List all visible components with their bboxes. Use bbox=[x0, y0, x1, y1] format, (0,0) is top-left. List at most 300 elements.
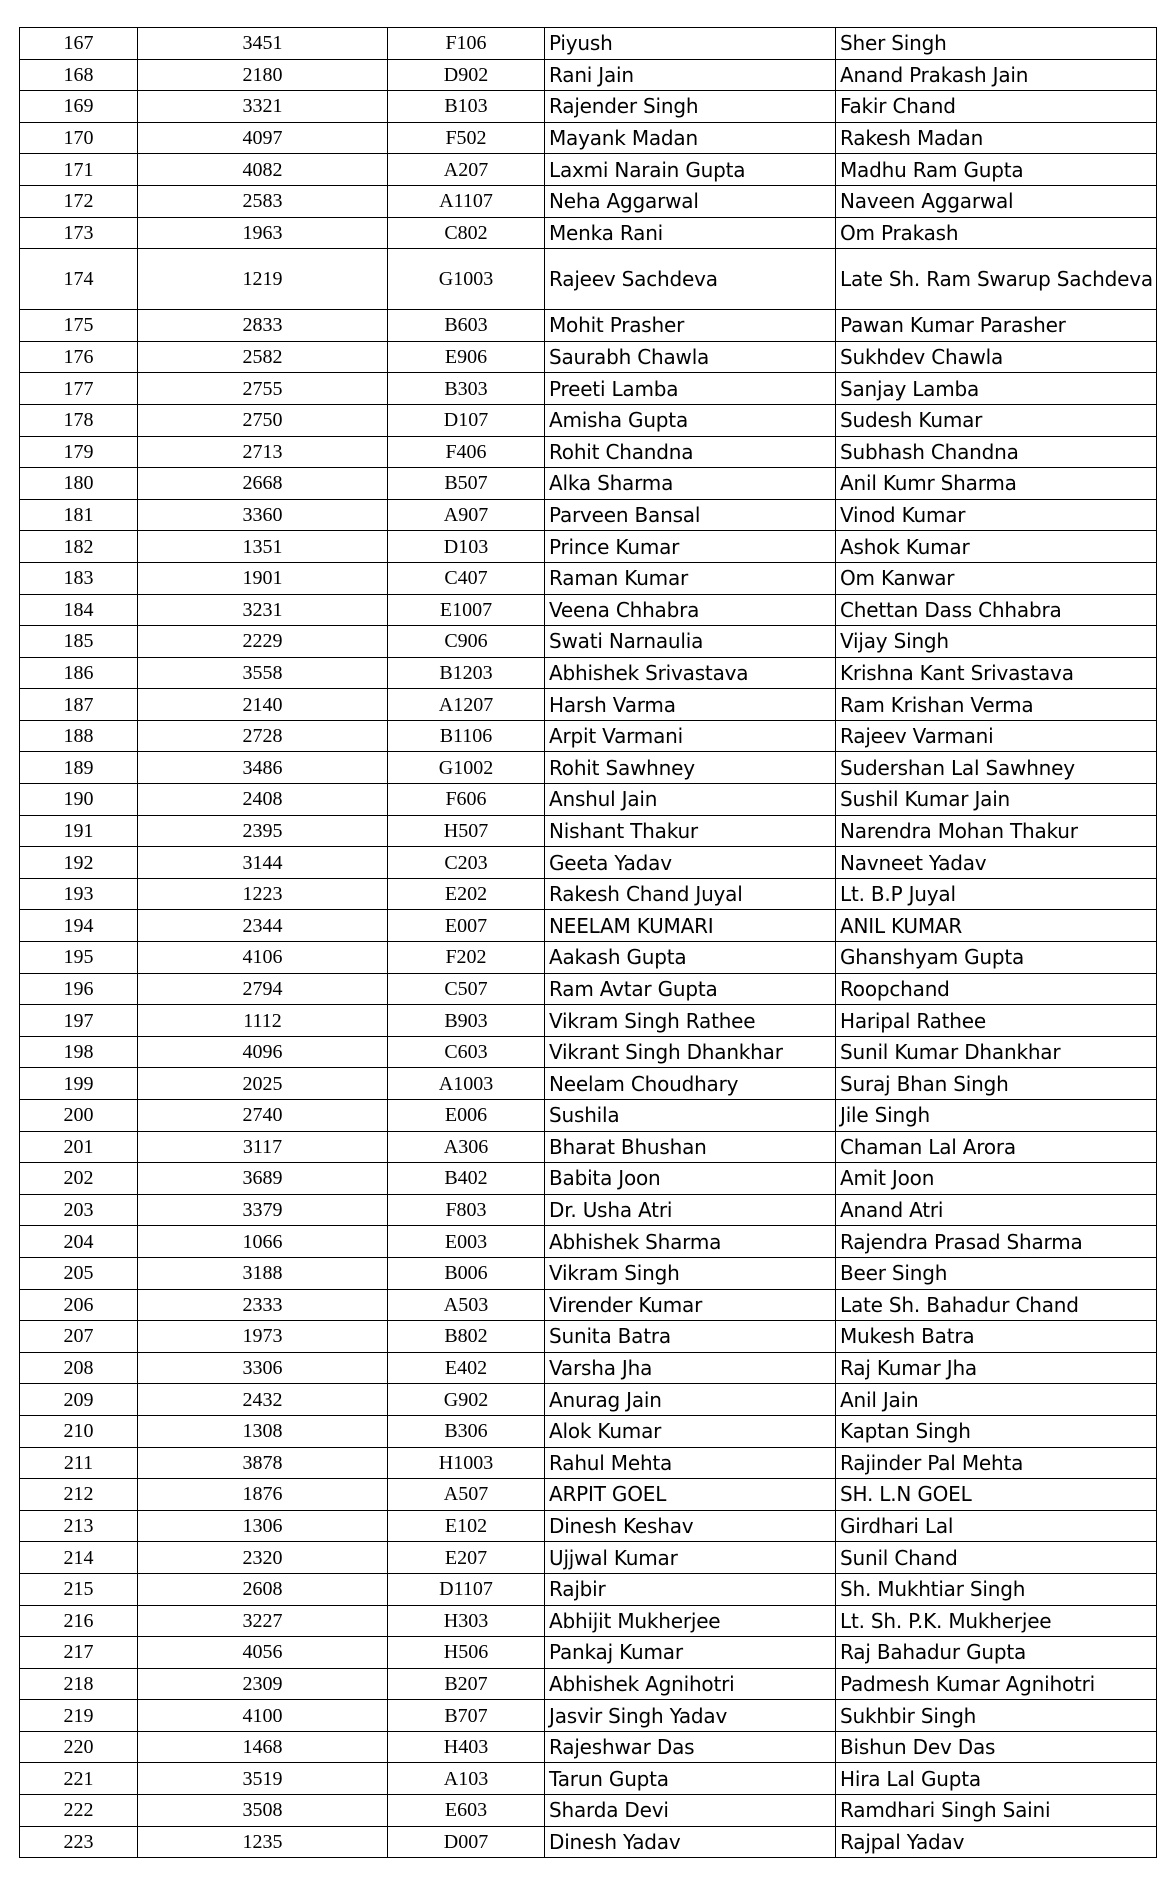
table-row bbox=[20, 531, 1157, 563]
member-name-cell: Ujjwal Kumar bbox=[545, 1542, 836, 1574]
flat-number-cell: A507 bbox=[388, 1479, 545, 1511]
member-name-cell: Neelam Choudhary bbox=[545, 1068, 836, 1100]
relation-name-cell: Anand Prakash Jain bbox=[836, 59, 1157, 91]
member-id-cell: 2583 bbox=[138, 185, 388, 217]
relation-name-cell: Navneet Yadav bbox=[836, 847, 1157, 879]
member-name-cell: Mayank Madan bbox=[545, 122, 836, 154]
member-id-cell: 1223 bbox=[138, 878, 388, 910]
flat-number-cell: A306 bbox=[388, 1131, 545, 1163]
member-name-cell: Swati Narnaulia bbox=[545, 626, 836, 658]
serial-number-cell: 171 bbox=[20, 154, 138, 186]
relation-name-cell: Rakesh Madan bbox=[836, 122, 1157, 154]
member-id-cell: 2309 bbox=[138, 1668, 388, 1700]
flat-number-cell: D107 bbox=[388, 404, 545, 436]
member-id-cell: 3508 bbox=[138, 1795, 388, 1827]
member-name-cell: Vikram Singh Rathee bbox=[545, 1005, 836, 1037]
serial-number-cell: 183 bbox=[20, 562, 138, 594]
member-id-cell: 4097 bbox=[138, 122, 388, 154]
member-name-cell: Rohit Sawhney bbox=[545, 752, 836, 784]
member-name-cell: Dr. Usha Atri bbox=[545, 1194, 836, 1226]
table-row bbox=[20, 1479, 1157, 1511]
relation-name-cell: Hira Lal Gupta bbox=[836, 1763, 1157, 1795]
member-id-cell: 3486 bbox=[138, 752, 388, 784]
serial-number-cell: 192 bbox=[20, 847, 138, 879]
serial-number-cell: 189 bbox=[20, 752, 138, 784]
table-row bbox=[20, 28, 1157, 60]
flat-number-cell: E003 bbox=[388, 1226, 545, 1258]
relation-name-cell: Sudershan Lal Sawhney bbox=[836, 752, 1157, 784]
table-row bbox=[20, 1731, 1157, 1763]
serial-number-cell: 217 bbox=[20, 1637, 138, 1669]
flat-number-cell: D103 bbox=[388, 531, 545, 563]
member-name-cell: Varsha Jha bbox=[545, 1352, 836, 1384]
relation-name-cell: Sh. Mukhtiar Singh bbox=[836, 1573, 1157, 1605]
relation-name-cell: Chettan Dass Chhabra bbox=[836, 594, 1157, 626]
table-row bbox=[20, 594, 1157, 626]
table-row bbox=[20, 499, 1157, 531]
member-id-cell: 1973 bbox=[138, 1321, 388, 1353]
relation-name-cell: ANIL KUMAR bbox=[836, 910, 1157, 942]
flat-number-cell: G1002 bbox=[388, 752, 545, 784]
flat-number-cell: C603 bbox=[388, 1036, 545, 1068]
member-id-cell: 3689 bbox=[138, 1163, 388, 1195]
relation-name-cell: Pawan Kumar Parasher bbox=[836, 310, 1157, 342]
member-id-cell: 2833 bbox=[138, 310, 388, 342]
member-name-cell: Tarun Gupta bbox=[545, 1763, 836, 1795]
table-row bbox=[20, 910, 1157, 942]
member-name-cell: Dinesh Yadav bbox=[545, 1826, 836, 1858]
member-id-cell: 1112 bbox=[138, 1005, 388, 1037]
relation-name-cell: Girdhari Lal bbox=[836, 1510, 1157, 1542]
flat-number-cell: G902 bbox=[388, 1384, 545, 1416]
serial-number-cell: 185 bbox=[20, 626, 138, 658]
table-row bbox=[20, 1036, 1157, 1068]
table-row bbox=[20, 626, 1157, 658]
member-name-cell: Vikram Singh bbox=[545, 1257, 836, 1289]
member-id-cell: 2608 bbox=[138, 1573, 388, 1605]
table-row bbox=[20, 185, 1157, 217]
serial-number-cell: 203 bbox=[20, 1194, 138, 1226]
member-name-cell: ARPIT GOEL bbox=[545, 1479, 836, 1511]
relation-name-cell: Sunil Kumar Dhankhar bbox=[836, 1036, 1157, 1068]
member-name-cell: Abhishek Sharma bbox=[545, 1226, 836, 1258]
member-id-cell: 3878 bbox=[138, 1447, 388, 1479]
member-name-cell: Babita Joon bbox=[545, 1163, 836, 1195]
relation-name-cell: Raj Kumar Jha bbox=[836, 1352, 1157, 1384]
member-id-cell: 2025 bbox=[138, 1068, 388, 1100]
flat-number-cell: E007 bbox=[388, 910, 545, 942]
member-id-cell: 1066 bbox=[138, 1226, 388, 1258]
relation-name-cell: Madhu Ram Gupta bbox=[836, 154, 1157, 186]
relation-name-cell: Sanjay Lamba bbox=[836, 373, 1157, 405]
relation-name-cell: Ashok Kumar bbox=[836, 531, 1157, 563]
flat-number-cell: B707 bbox=[388, 1700, 545, 1732]
member-id-cell: 2333 bbox=[138, 1289, 388, 1321]
relation-name-cell: Sher Singh bbox=[836, 28, 1157, 60]
member-name-cell: Rani Jain bbox=[545, 59, 836, 91]
serial-number-cell: 209 bbox=[20, 1384, 138, 1416]
table-row bbox=[20, 689, 1157, 721]
table-row bbox=[20, 1447, 1157, 1479]
flat-number-cell: B603 bbox=[388, 310, 545, 342]
member-id-cell: 2395 bbox=[138, 815, 388, 847]
serial-number-cell: 187 bbox=[20, 689, 138, 721]
flat-number-cell: C802 bbox=[388, 217, 545, 249]
flat-number-cell: B303 bbox=[388, 373, 545, 405]
member-name-cell: Jasvir Singh Yadav bbox=[545, 1700, 836, 1732]
table-row bbox=[20, 91, 1157, 123]
serial-number-cell: 215 bbox=[20, 1573, 138, 1605]
flat-number-cell: E102 bbox=[388, 1510, 545, 1542]
relation-name-cell: Anil Jain bbox=[836, 1384, 1157, 1416]
flat-number-cell: D902 bbox=[388, 59, 545, 91]
table-row bbox=[20, 562, 1157, 594]
serial-number-cell: 202 bbox=[20, 1163, 138, 1195]
serial-number-cell: 176 bbox=[20, 341, 138, 373]
member-id-cell: 1235 bbox=[138, 1826, 388, 1858]
table-row bbox=[20, 1510, 1157, 1542]
flat-number-cell: E207 bbox=[388, 1542, 545, 1574]
relation-name-cell: Anil Kumr Sharma bbox=[836, 468, 1157, 500]
serial-number-cell: 201 bbox=[20, 1131, 138, 1163]
member-id-cell: 3379 bbox=[138, 1194, 388, 1226]
member-name-cell: Preeti Lamba bbox=[545, 373, 836, 405]
flat-number-cell: B006 bbox=[388, 1257, 545, 1289]
relation-name-cell: SH. L.N GOEL bbox=[836, 1479, 1157, 1511]
serial-number-cell: 191 bbox=[20, 815, 138, 847]
member-name-cell: Abhishek Agnihotri bbox=[545, 1668, 836, 1700]
flat-number-cell: A907 bbox=[388, 499, 545, 531]
serial-number-cell: 186 bbox=[20, 657, 138, 689]
member-name-cell: Nishant Thakur bbox=[545, 815, 836, 847]
member-name-cell: Amisha Gupta bbox=[545, 404, 836, 436]
relation-name-cell: Lt. B.P Juyal bbox=[836, 878, 1157, 910]
serial-number-cell: 177 bbox=[20, 373, 138, 405]
member-name-cell: Abhijit Mukherjee bbox=[545, 1605, 836, 1637]
table-row bbox=[20, 1289, 1157, 1321]
relation-name-cell: Krishna Kant Srivastava bbox=[836, 657, 1157, 689]
flat-number-cell: F406 bbox=[388, 436, 545, 468]
serial-number-cell: 219 bbox=[20, 1700, 138, 1732]
member-id-cell: 4082 bbox=[138, 154, 388, 186]
relation-name-cell: Beer Singh bbox=[836, 1257, 1157, 1289]
member-id-cell: 2344 bbox=[138, 910, 388, 942]
serial-number-cell: 196 bbox=[20, 973, 138, 1005]
serial-number-cell: 218 bbox=[20, 1668, 138, 1700]
relation-name-cell: Mukesh Batra bbox=[836, 1321, 1157, 1353]
relation-name-cell: Ramdhari Singh Saini bbox=[836, 1795, 1157, 1827]
table-row bbox=[20, 657, 1157, 689]
table-row bbox=[20, 154, 1157, 186]
serial-number-cell: 210 bbox=[20, 1415, 138, 1447]
relation-name-cell: Rajinder Pal Mehta bbox=[836, 1447, 1157, 1479]
table-row bbox=[20, 1573, 1157, 1605]
table-row bbox=[20, 1131, 1157, 1163]
table-row bbox=[20, 1384, 1157, 1416]
member-id-cell: 2713 bbox=[138, 436, 388, 468]
table-row bbox=[20, 1542, 1157, 1574]
relation-name-cell: Padmesh Kumar Agnihotri bbox=[836, 1668, 1157, 1700]
serial-number-cell: 178 bbox=[20, 404, 138, 436]
flat-number-cell: F502 bbox=[388, 122, 545, 154]
member-name-cell: Rohit Chandna bbox=[545, 436, 836, 468]
flat-number-cell: B207 bbox=[388, 1668, 545, 1700]
flat-number-cell: E402 bbox=[388, 1352, 545, 1384]
serial-number-cell: 208 bbox=[20, 1352, 138, 1384]
relation-name-cell: Kaptan Singh bbox=[836, 1415, 1157, 1447]
flat-number-cell: E906 bbox=[388, 341, 545, 373]
member-id-cell: 4096 bbox=[138, 1036, 388, 1068]
flat-number-cell: B802 bbox=[388, 1321, 545, 1353]
member-id-cell: 2750 bbox=[138, 404, 388, 436]
member-name-cell: Mohit Prasher bbox=[545, 310, 836, 342]
member-table bbox=[19, 27, 1157, 1858]
member-id-cell: 2229 bbox=[138, 626, 388, 658]
flat-number-cell: C407 bbox=[388, 562, 545, 594]
serial-number-cell: 212 bbox=[20, 1479, 138, 1511]
table-row bbox=[20, 1163, 1157, 1195]
member-name-cell: Neha Aggarwal bbox=[545, 185, 836, 217]
member-name-cell: Aakash Gupta bbox=[545, 942, 836, 974]
serial-number-cell: 197 bbox=[20, 1005, 138, 1037]
table-row bbox=[20, 847, 1157, 879]
flat-number-cell: B402 bbox=[388, 1163, 545, 1195]
serial-number-cell: 172 bbox=[20, 185, 138, 217]
flat-number-cell: H1003 bbox=[388, 1447, 545, 1479]
flat-number-cell: E603 bbox=[388, 1795, 545, 1827]
table-row bbox=[20, 878, 1157, 910]
flat-number-cell: A103 bbox=[388, 1763, 545, 1795]
member-id-cell: 3321 bbox=[138, 91, 388, 123]
table-row bbox=[20, 720, 1157, 752]
serial-number-cell: 175 bbox=[20, 310, 138, 342]
member-id-cell: 3144 bbox=[138, 847, 388, 879]
table-row bbox=[20, 249, 1157, 310]
member-name-cell: Rajeev Sachdeva bbox=[545, 249, 836, 310]
serial-number-cell: 222 bbox=[20, 1795, 138, 1827]
relation-name-cell: Lt. Sh. P.K. Mukherjee bbox=[836, 1605, 1157, 1637]
relation-name-cell: Sunil Chand bbox=[836, 1542, 1157, 1574]
member-name-cell: Ram Avtar Gupta bbox=[545, 973, 836, 1005]
relation-name-cell: Amit Joon bbox=[836, 1163, 1157, 1195]
member-name-cell: Alok Kumar bbox=[545, 1415, 836, 1447]
serial-number-cell: 181 bbox=[20, 499, 138, 531]
relation-name-cell: Haripal Rathee bbox=[836, 1005, 1157, 1037]
member-id-cell: 4106 bbox=[138, 942, 388, 974]
flat-number-cell: A1107 bbox=[388, 185, 545, 217]
member-id-cell: 1306 bbox=[138, 1510, 388, 1542]
table-row bbox=[20, 404, 1157, 436]
table-row bbox=[20, 1605, 1157, 1637]
table-row bbox=[20, 1826, 1157, 1858]
flat-number-cell: B1203 bbox=[388, 657, 545, 689]
serial-number-cell: 180 bbox=[20, 468, 138, 500]
relation-name-cell: Sukhdev Chawla bbox=[836, 341, 1157, 373]
flat-number-cell: B306 bbox=[388, 1415, 545, 1447]
member-id-cell: 2408 bbox=[138, 784, 388, 816]
serial-number-cell: 207 bbox=[20, 1321, 138, 1353]
relation-name-cell: Late Sh. Bahadur Chand bbox=[836, 1289, 1157, 1321]
flat-number-cell: F202 bbox=[388, 942, 545, 974]
member-name-cell: Parveen Bansal bbox=[545, 499, 836, 531]
member-id-cell: 1901 bbox=[138, 562, 388, 594]
table-row bbox=[20, 784, 1157, 816]
relation-name-cell: Vijay Singh bbox=[836, 626, 1157, 658]
member-id-cell: 2728 bbox=[138, 720, 388, 752]
relation-name-cell: Suraj Bhan Singh bbox=[836, 1068, 1157, 1100]
member-id-cell: 2668 bbox=[138, 468, 388, 500]
relation-name-cell: Anand Atri bbox=[836, 1194, 1157, 1226]
member-id-cell: 1351 bbox=[138, 531, 388, 563]
member-id-cell: 2794 bbox=[138, 973, 388, 1005]
member-id-cell: 3306 bbox=[138, 1352, 388, 1384]
member-name-cell: Menka Rani bbox=[545, 217, 836, 249]
serial-number-cell: 174 bbox=[20, 249, 138, 310]
serial-number-cell: 223 bbox=[20, 1826, 138, 1858]
relation-name-cell: Fakir Chand bbox=[836, 91, 1157, 123]
relation-name-cell: Jile Singh bbox=[836, 1100, 1157, 1132]
member-name-cell: Rajender Singh bbox=[545, 91, 836, 123]
relation-name-cell: Bishun Dev Das bbox=[836, 1731, 1157, 1763]
table-row bbox=[20, 973, 1157, 1005]
serial-number-cell: 182 bbox=[20, 531, 138, 563]
serial-number-cell: 194 bbox=[20, 910, 138, 942]
flat-number-cell: B507 bbox=[388, 468, 545, 500]
flat-number-cell: C906 bbox=[388, 626, 545, 658]
relation-name-cell: Chaman Lal Arora bbox=[836, 1131, 1157, 1163]
member-name-cell: Rahul Mehta bbox=[545, 1447, 836, 1479]
serial-number-cell: 204 bbox=[20, 1226, 138, 1258]
relation-name-cell: Rajendra Prasad Sharma bbox=[836, 1226, 1157, 1258]
flat-number-cell: F606 bbox=[388, 784, 545, 816]
member-name-cell: Anurag Jain bbox=[545, 1384, 836, 1416]
serial-number-cell: 167 bbox=[20, 28, 138, 60]
member-name-cell: Rajbir bbox=[545, 1573, 836, 1605]
member-id-cell: 1219 bbox=[138, 249, 388, 310]
member-id-cell: 3227 bbox=[138, 1605, 388, 1637]
member-id-cell: 2140 bbox=[138, 689, 388, 721]
member-name-cell: Geeta Yadav bbox=[545, 847, 836, 879]
member-name-cell: Sharda Devi bbox=[545, 1795, 836, 1827]
member-id-cell: 2432 bbox=[138, 1384, 388, 1416]
table-row bbox=[20, 373, 1157, 405]
table-row bbox=[20, 1763, 1157, 1795]
table-row bbox=[20, 1005, 1157, 1037]
relation-name-cell: Om Kanwar bbox=[836, 562, 1157, 594]
flat-number-cell: H303 bbox=[388, 1605, 545, 1637]
member-id-cell: 4056 bbox=[138, 1637, 388, 1669]
member-name-cell: Sushila bbox=[545, 1100, 836, 1132]
member-name-cell: Veena Chhabra bbox=[545, 594, 836, 626]
table-row bbox=[20, 1668, 1157, 1700]
flat-number-cell: D007 bbox=[388, 1826, 545, 1858]
relation-name-cell: Om Prakash bbox=[836, 217, 1157, 249]
member-name-cell: Raman Kumar bbox=[545, 562, 836, 594]
serial-number-cell: 200 bbox=[20, 1100, 138, 1132]
member-id-cell: 1963 bbox=[138, 217, 388, 249]
serial-number-cell: 168 bbox=[20, 59, 138, 91]
member-name-cell: Abhishek Srivastava bbox=[545, 657, 836, 689]
table-row bbox=[20, 122, 1157, 154]
member-name-cell: Arpit Varmani bbox=[545, 720, 836, 752]
table-row bbox=[20, 1415, 1157, 1447]
table-row bbox=[20, 310, 1157, 342]
member-name-cell: Anshul Jain bbox=[545, 784, 836, 816]
table-row bbox=[20, 436, 1157, 468]
table-row bbox=[20, 1226, 1157, 1258]
table-row bbox=[20, 1321, 1157, 1353]
flat-number-cell: A207 bbox=[388, 154, 545, 186]
serial-number-cell: 216 bbox=[20, 1605, 138, 1637]
serial-number-cell: 214 bbox=[20, 1542, 138, 1574]
table-row bbox=[20, 59, 1157, 91]
serial-number-cell: 170 bbox=[20, 122, 138, 154]
flat-number-cell: A503 bbox=[388, 1289, 545, 1321]
serial-number-cell: 221 bbox=[20, 1763, 138, 1795]
member-id-cell: 3117 bbox=[138, 1131, 388, 1163]
serial-number-cell: 220 bbox=[20, 1731, 138, 1763]
member-name-cell: Dinesh Keshav bbox=[545, 1510, 836, 1542]
member-name-cell: Rakesh Chand Juyal bbox=[545, 878, 836, 910]
serial-number-cell: 206 bbox=[20, 1289, 138, 1321]
table-row bbox=[20, 815, 1157, 847]
serial-number-cell: 195 bbox=[20, 942, 138, 974]
table-row bbox=[20, 468, 1157, 500]
flat-number-cell: F803 bbox=[388, 1194, 545, 1226]
member-id-cell: 3231 bbox=[138, 594, 388, 626]
member-name-cell: Laxmi Narain Gupta bbox=[545, 154, 836, 186]
relation-name-cell: Late Sh. Ram Swarup Sachdeva bbox=[836, 249, 1157, 310]
table-row bbox=[20, 752, 1157, 784]
member-id-cell: 3360 bbox=[138, 499, 388, 531]
serial-number-cell: 190 bbox=[20, 784, 138, 816]
serial-number-cell: 193 bbox=[20, 878, 138, 910]
table-row bbox=[20, 1068, 1157, 1100]
relation-name-cell: Sushil Kumar Jain bbox=[836, 784, 1157, 816]
serial-number-cell: 198 bbox=[20, 1036, 138, 1068]
relation-name-cell: Rajpal Yadav bbox=[836, 1826, 1157, 1858]
member-name-cell: Pankaj Kumar bbox=[545, 1637, 836, 1669]
member-id-cell: 3519 bbox=[138, 1763, 388, 1795]
member-name-cell: Saurabh Chawla bbox=[545, 341, 836, 373]
flat-number-cell: G1003 bbox=[388, 249, 545, 310]
relation-name-cell: Roopchand bbox=[836, 973, 1157, 1005]
flat-number-cell: F106 bbox=[388, 28, 545, 60]
member-name-cell: Sunita Batra bbox=[545, 1321, 836, 1353]
relation-name-cell: Sukhbir Singh bbox=[836, 1700, 1157, 1732]
relation-name-cell: Naveen Aggarwal bbox=[836, 185, 1157, 217]
member-name-cell: Harsh Varma bbox=[545, 689, 836, 721]
relation-name-cell: Subhash Chandna bbox=[836, 436, 1157, 468]
table-row bbox=[20, 217, 1157, 249]
member-id-cell: 2320 bbox=[138, 1542, 388, 1574]
table-row bbox=[20, 1100, 1157, 1132]
member-id-cell: 1468 bbox=[138, 1731, 388, 1763]
serial-number-cell: 173 bbox=[20, 217, 138, 249]
relation-name-cell: Vinod Kumar bbox=[836, 499, 1157, 531]
flat-number-cell: E006 bbox=[388, 1100, 545, 1132]
serial-number-cell: 188 bbox=[20, 720, 138, 752]
member-name-cell: Bharat Bhushan bbox=[545, 1131, 836, 1163]
member-id-cell: 2755 bbox=[138, 373, 388, 405]
serial-number-cell: 205 bbox=[20, 1257, 138, 1289]
table-row bbox=[20, 942, 1157, 974]
member-id-cell: 2180 bbox=[138, 59, 388, 91]
member-id-cell: 4100 bbox=[138, 1700, 388, 1732]
flat-number-cell: E202 bbox=[388, 878, 545, 910]
flat-number-cell: D1107 bbox=[388, 1573, 545, 1605]
flat-number-cell: H403 bbox=[388, 1731, 545, 1763]
